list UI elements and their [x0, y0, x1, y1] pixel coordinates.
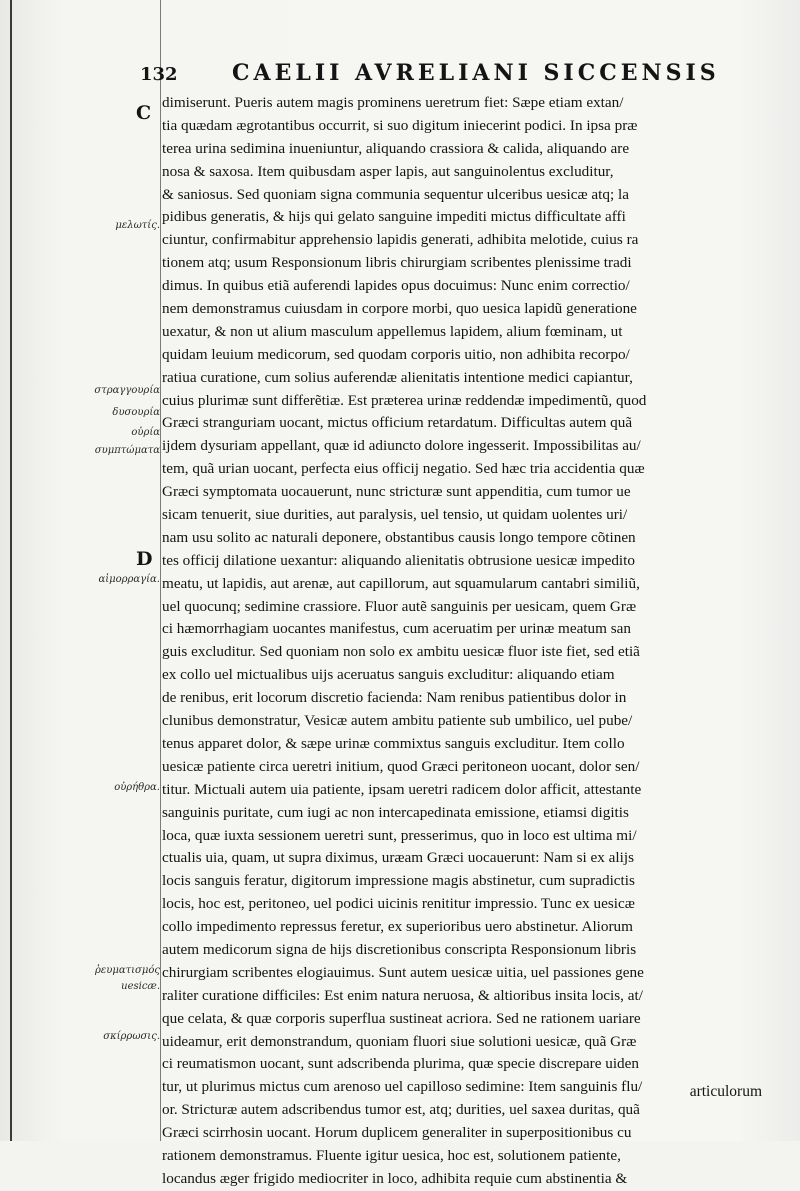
text-line: autem medicorum signa de hijs discretionibus conscripta Responsionum libris: [162, 940, 637, 958]
running-title: CAELII AVRELIANI SICCENSIS: [232, 60, 720, 86]
text-line: tes officij dilatione uexantur: aliquando alienitatis obtrusione uesicæ impedito: [162, 551, 635, 569]
text-line: tenus apparet dolor, & sæpe urinæ commixtus sanguis excluditur. Item collo: [162, 734, 625, 752]
page-number: 132: [140, 64, 178, 85]
text-line: Græci scirrhosin uocant. Horum duplicem generaliter in superpositionibus cu: [162, 1124, 632, 1142]
text-line: sicam tenuerit, siue durities, aut paralysis, uel tensio, ut quidam uolentes uri/: [162, 506, 628, 524]
text-line: tionem atq; usum Responsionum libris chirurgiam scribentes plenissime tradi: [162, 254, 632, 272]
text-line: tia quædam ægrotantibus occurrit, si suo digitum iniecerint podici. In ipsa præ: [162, 116, 638, 134]
running-header: [140, 60, 760, 90]
margin-note: ῥευματισμός: [95, 965, 160, 976]
text-line: terea urina sedimina inueniuntur, aliquando crassiora & calida, aliquando are: [162, 139, 630, 157]
text-line: ctualis uia, quam, ut supra diximus, uræam Græci uocauerunt: Nam si ex alijs: [162, 849, 634, 867]
margin-note: οὐρήθρα.: [114, 782, 160, 793]
section-letter-c: C: [136, 102, 152, 124]
text-line: uexatur, & non ut alium masculum appellemus lapidem, alium fœminam, ut: [162, 322, 623, 340]
text-line: collo impedimento repressus feretur, ex superioribus uero abstinetur. Aliorum: [162, 918, 633, 936]
text-line: locis, hoc est, peritoneo, uel podici uicinis renititur impressio. Tunc ex uesicæ: [162, 895, 635, 913]
text-line: Græci stranguriam uocant, mictus officium retardatum. Difficultas autem quã: [162, 414, 633, 432]
text-line: dimus. In quibus etiã auferendi lapides opus docuimus: Nunc enim correctio/: [162, 277, 630, 295]
text-line: nam usu solito ac naturali deponere, obstantibus causis longo tempore cõtinen: [162, 528, 636, 546]
text-line: locis sanguis feratur, digitorum impressione magis abstinetur, cum supradictis: [162, 872, 635, 890]
text-line: nosa & saxosa. Item quibusdam asper lapis, aut sanguinolentus excluditur,: [162, 162, 614, 180]
text-line: dimiserunt. Pueris autem magis prominens ueretrum fiet: Sæpe etiam extan/: [162, 94, 624, 111]
margin-note: συμπτώματα: [94, 445, 160, 456]
text-line: raliter curatione difficiles: Est enim natura neruosa, & altioribus insita locis, at/: [162, 986, 643, 1004]
margin-note: uesicæ.: [121, 981, 160, 992]
text-line: meatu, ut lapidis, aut arenæ, aut capillorum, aut squamularum cantabri similiũ,: [162, 574, 640, 592]
text-line: ex collo uel mictualibus uijs aceruatus sanguis excluditur: aliquando etiam: [162, 666, 615, 684]
text-line: chirurgiam scribentes elogiauimus. Sunt autem uesicæ uitia, uel passiones gene: [162, 963, 644, 981]
text-line: tur, ut plurimus mictus cum arenoso uel capilloso sedimine: Item sanguinis flu/: [162, 1078, 643, 1096]
text-line: uesicæ patiente circa ueretri initium, quod Græci peritoneon uocant, dolor sen/: [162, 757, 640, 775]
catchword: articulorum: [689, 1083, 762, 1100]
text-line: Græci symptomata uocauerunt, nunc stricturæ sunt appenditia, cum tumor ue: [162, 483, 631, 501]
text-line: ci hæmorrhagiam uocantes manifestus, cum aceruatim per urinæ meatum san: [162, 620, 631, 638]
text-line: & saniosus. Sed quoniam signa communia sequentur ulceribus uesicæ atq; la: [162, 185, 629, 203]
margin-note: οὐρία: [131, 427, 160, 438]
body-text: [162, 92, 762, 1191]
text-line: guis excluditur. Sed quoniam non solo ex ambitu uesicæ fluor iste fiet, sed etiã: [162, 643, 640, 661]
margin-note: στραγγουρία: [94, 385, 160, 396]
text-line: uel quocunq; sedimine crassiore. Fluor autẽ sanguinis per uesicam, quem Græ: [162, 597, 637, 615]
text-line: nem demonstramus cuiusdam in corpore morbi, quo uesica lapidũ generatione: [162, 300, 637, 318]
text-line: clunibus demonstratur, Vesicæ autem ambitu patiente sub umbilico, uel pube/: [162, 712, 633, 730]
text-line: loca, quæ iuxta sessionem ueretri sunt, presserimus, quo in loco est ultima mi/: [162, 826, 637, 844]
text-line: de renibus, erit locorum discretio facienda: Nam renibus patientibus dolor in: [162, 689, 627, 707]
margin-note: μελωτίς.: [115, 220, 160, 231]
text-line: ciuntur, confirmabitur apprehensio lapidis generati, adhibita melotide, cuius ra: [162, 231, 639, 249]
margin-note: αἱμορραγία.: [98, 574, 160, 585]
text-line: titur. Mictuali autem uia patiente, ipsam ueretri radicem dolor afficit, attestante: [162, 780, 642, 798]
text-line: cuius plurimæ sunt differẽtiæ. Est præterea urinæ reddendæ impedimentũ, quod: [162, 391, 647, 409]
text-line: or. Stricturæ autem adscribendus tumor est, atq; durities, uel saxea duritas, quã: [162, 1101, 640, 1119]
margin-rule: [160, 0, 161, 1141]
margin-note: σκίρρωσις.: [103, 1031, 160, 1042]
text-line: ratiua curatione, cum solius auferendæ alienitatis intentione medici capiantur,: [162, 368, 633, 386]
margin-note: δυσουρία: [112, 407, 160, 418]
page-edge-rule: [10, 0, 12, 1141]
section-letter-d: D: [136, 548, 153, 570]
text-line: ijdem dysuriam appellant, quæ id adiuncto dolore ingesserit. Impossibilitas au/: [162, 437, 641, 455]
text-line: uideamur, erit demonstrandum, quoniam fluori siue solutioni uesicæ, quã Græ: [162, 1032, 637, 1050]
text-line: quidam leuium medicorum, sed quodam corporis uitio, non adhibita recorpo/: [162, 345, 630, 363]
text-line: locandus æger frigido mediocriter in loco, adhibita requie cum abstinentia &: [162, 1169, 628, 1187]
text-line: que celata, & quæ corporis superflua sustineat acriora. Sed ne rationem uariare: [162, 1009, 641, 1027]
text-line: ci reumatismon uocant, sunt adscribenda plurima, quæ specie discrepare uiden: [162, 1055, 639, 1073]
text-line: pidibus generatis, & hijs qui gelato sanguine impediti mictus difficultate affi: [162, 208, 626, 226]
text-line: sanguinis puritate, cum iugi ac non intercapedinata emissione, etiamsi digitis: [162, 803, 629, 821]
text-line: tem, quã urian uocant, perfecta eius officij negatio. Sed hæc tria accidentia quæ: [162, 460, 645, 478]
text-line: rationem demonstramus. Fluente igitur uesica, hoc est, solutionem patiente,: [162, 1146, 621, 1164]
